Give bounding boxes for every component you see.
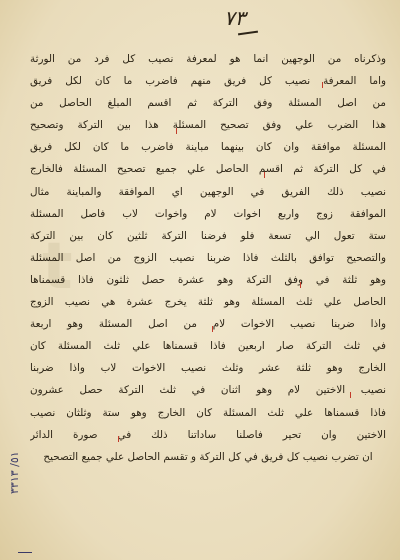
rubric-mark bbox=[300, 282, 304, 288]
text-line: ستة تعول الي تسعة فلو فرضنا التركة ثلثين كان بين التركة bbox=[30, 229, 386, 242]
watermark: t bbox=[42, 230, 75, 304]
text-line: وذكرناه من الوجهين انما هو لمعرفة نصيب كل فرد من الورثة bbox=[30, 53, 386, 65]
folio-number: ٧٣ bbox=[224, 6, 246, 30]
rubric-mark bbox=[350, 392, 354, 398]
text-line: واما المعرفة نصيب كل فريق منهم فاضرب ما كان لكل فريق bbox=[30, 75, 386, 88]
manuscript-text bbox=[30, 48, 386, 468]
text-line: وهو ثلثة في وفق التركة وهو عشرة حصل ثلثون فاذا قسمناها bbox=[30, 273, 386, 286]
text-line: المسئلة موافقة وان كان بينهما مباينة فاضرب ما كان لكل فريق bbox=[30, 141, 386, 154]
rubric-mark bbox=[212, 326, 216, 332]
text-line: نصيب ذلك الفريق في الوجهين اي الموافقة والمباينة مثال bbox=[30, 185, 386, 198]
rubric-mark bbox=[322, 82, 326, 88]
text-line: والتصحيح توافق بالثلث فاذا ضربنا نصيب الزوج من اصل المسئلة bbox=[30, 251, 386, 264]
shelfmark: ٥١/ ٣٣١٣ bbox=[8, 451, 21, 494]
text-line: نصيب الاختين لام وهو اثنان في ثلث التركة حصل عشرون bbox=[30, 384, 386, 397]
text-line: هذا الضرب علي وفق تصحيح المسئلة هذا بين التركة وتصحيح bbox=[30, 119, 386, 132]
text-line: ان تضرب نصيب كل فريق في كل التركة و تقسم الحاصل علي جميع التصحيح bbox=[43, 450, 373, 463]
text-line: الخارج وهو ثلثة عشر وثلث نصيب الاخوات لاب واذا ضربنا bbox=[30, 362, 386, 375]
text-line: واذا ضربنا نصيب الاخوات لام من اصل المسئلة وهو اربعة bbox=[30, 318, 386, 331]
text-line: الاختين وان تحير فاصلنا ساداتنا ذلك في صورة الدائر bbox=[30, 428, 386, 441]
text-line: في كل التركة ثم اقسم الحاصل علي جميع تصحيح المسئلة فالخارج bbox=[30, 163, 386, 176]
text-line: الحاصل علي ثلث المسئلة وهو ثلثة يخرج عشرة هي نصيب الزوج bbox=[30, 296, 386, 309]
text-line: في ثلث التركة صار اربعين فاذا قسمناها علي ثلث المسئلة كان bbox=[30, 340, 386, 353]
rubric-mark bbox=[118, 436, 122, 442]
text-line: فاذا قسمناها علي ثلث المسئلة كان الخارج وهو ستة وثلثان نصيب bbox=[30, 406, 386, 419]
rubric-mark bbox=[264, 172, 268, 178]
text-line: من اصل المسئلة وفق التركة ثم اقسم المبلغ الحاصل من bbox=[30, 97, 386, 110]
shelfmark-underline bbox=[18, 546, 32, 553]
text-line: الموافقة زوج واربع اخوات لام واخوات لاب فاصل المسئلة bbox=[30, 207, 386, 220]
rubric-mark bbox=[176, 128, 180, 134]
folio-underline bbox=[238, 31, 258, 36]
